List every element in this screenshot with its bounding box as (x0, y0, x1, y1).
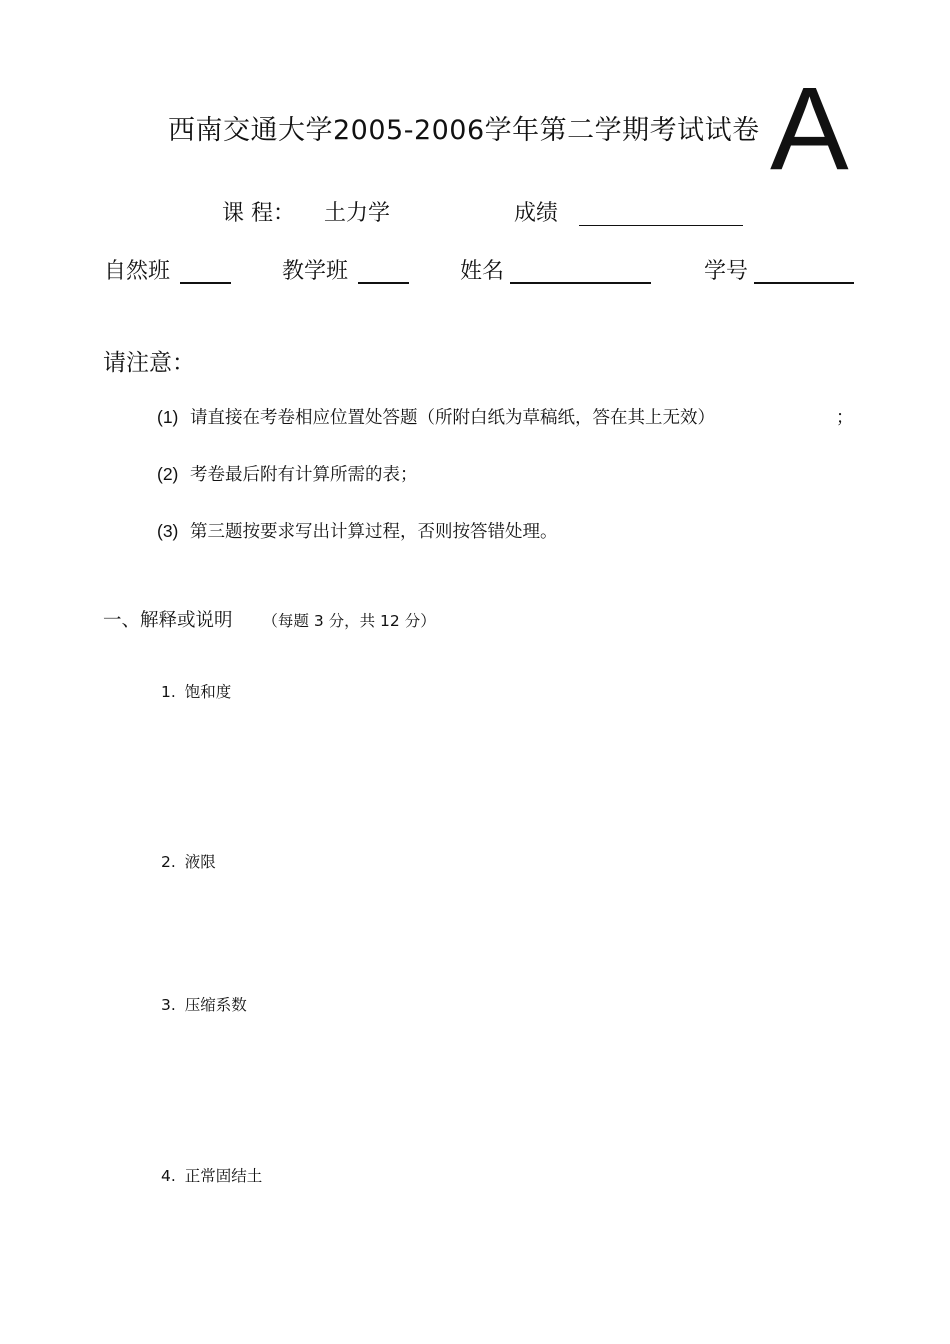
name-blank[interactable] (510, 282, 651, 284)
notice-item-number: (3) (157, 521, 179, 541)
course-name: 土力学 (324, 201, 391, 226)
question-text: 液限 (184, 853, 216, 871)
notice-item-number: (2) (157, 464, 179, 484)
question-text: 压缩系数 (184, 996, 247, 1014)
question-number: 3. (161, 996, 176, 1014)
course-label: 课 程： (222, 201, 295, 226)
notice-item (157, 518, 557, 543)
question-number: 2. (161, 853, 176, 871)
name-label: 姓名 (460, 259, 505, 284)
question-item (161, 993, 247, 1015)
score-blank[interactable] (579, 225, 743, 226)
question-text: 正常固结土 (184, 1167, 263, 1185)
teaching-class-label: 教学班 (282, 259, 349, 284)
natural-class-label: 自然班 (104, 259, 171, 284)
section-title: 一、解释或说明 (103, 610, 233, 631)
question-number: 1. (161, 683, 176, 701)
notice-item-text: 请直接在考卷相应位置处答题（所附白纸为草稿纸，答在其上无效） (189, 408, 715, 428)
notice-item-text: 考卷最后附有计算所需的表； (189, 465, 418, 485)
exam-title: 西南交通大学2005-2006学年第二学期考试试卷 (168, 115, 760, 146)
question-item (161, 1164, 262, 1186)
question-item (161, 850, 216, 872)
notice-item-number: (1) (157, 407, 179, 427)
student-id-label: 学号 (704, 259, 749, 284)
teaching-class-blank[interactable] (358, 282, 409, 284)
paper-version-letter: A (770, 63, 849, 195)
question-number: 4. (161, 1167, 176, 1185)
score-label: 成绩 (514, 201, 559, 226)
student-id-blank[interactable] (754, 282, 854, 284)
section-heading (103, 606, 436, 632)
notice-heading: 请注意： (103, 350, 195, 376)
notice-item-text: 第三题按要求写出计算过程，否则按答错处理。 (189, 522, 558, 542)
notice-item (157, 461, 417, 486)
question-text: 饱和度 (184, 683, 232, 701)
natural-class-blank[interactable] (180, 282, 231, 284)
notice-item-suffix: ； (836, 408, 854, 428)
section-points: （每题 3 分，共 12 分） (262, 612, 436, 630)
notice-item (157, 404, 715, 429)
question-item (161, 680, 231, 702)
